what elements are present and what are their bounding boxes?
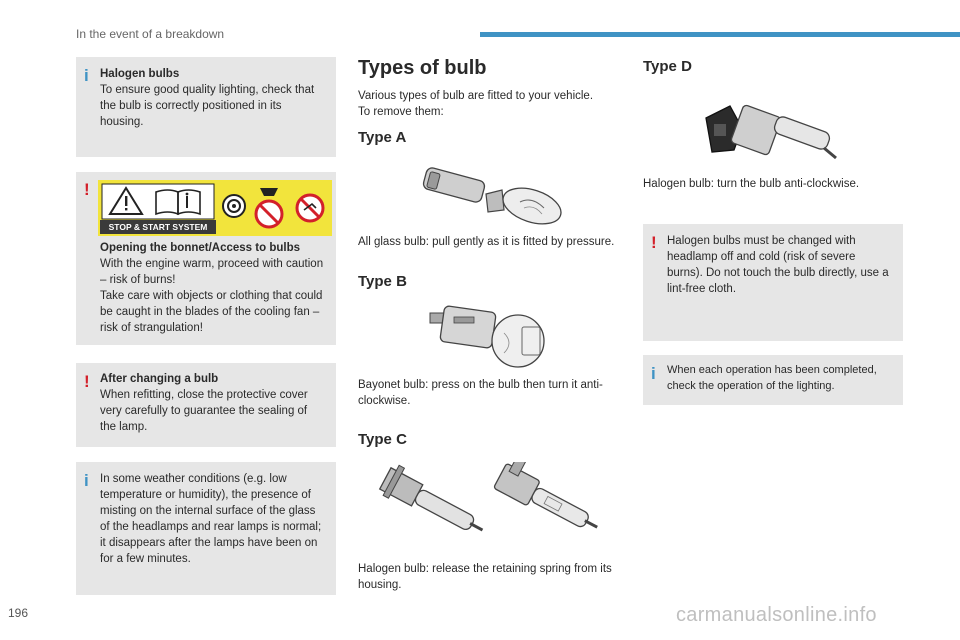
- watermark: carmanualsonline.info: [676, 604, 877, 626]
- after-changing-title: After changing a bulb: [100, 373, 219, 385]
- halogen-c-bulbs-icon: [372, 462, 612, 558]
- type-b-bulb-illustration: [424, 303, 554, 374]
- type-c-bulbs-illustration: [372, 462, 612, 563]
- types-of-bulb-heading: Types of bulb: [358, 57, 487, 79]
- warning-icon: !: [84, 372, 90, 391]
- halogen-info-text: To ensure good quality lighting, check that the bulb is correctly positioned in its housing.: [100, 84, 315, 128]
- type-a-text: All glass bulb: pull gently as it is fitted by pressure.: [358, 236, 615, 248]
- page-number: 196: [8, 606, 29, 620]
- type-d-heading: Type D: [643, 58, 692, 75]
- type-d-text: Halogen bulb: turn the bulb anti-clockwise.: [643, 178, 860, 190]
- completion-info-box: [643, 355, 903, 405]
- weather-info-text: In some weather conditions (e.g. low temperature or humidity), the presence of misting on the internal surface of the glass of the headlamps and rear lamps is normal; it disappears after the lamps have been on for a few minutes.: [100, 473, 322, 565]
- weather-info-box: [76, 462, 336, 595]
- type-c-heading: Type C: [358, 431, 407, 448]
- after-changing-text: When refitting, close the protective cover very carefully to guarantee the sealing of the lamp.: [100, 389, 308, 433]
- warning-icon: !: [84, 180, 90, 199]
- bonnet-warning-box: [76, 172, 336, 345]
- halogen-warning-box: [643, 224, 903, 341]
- bayonet-bulb-icon: [424, 303, 554, 369]
- type-b-text: Bayonet bulb: press on the bulb then turn it anti-clockwise.: [358, 379, 603, 407]
- after-changing-warning-box: [76, 363, 336, 447]
- info-icon: i: [84, 66, 89, 85]
- type-a-heading: Type A: [358, 129, 407, 146]
- stop-start-badge: STOP & START SYSTEM: [108, 222, 208, 232]
- halogen-d-bulb-icon: [696, 88, 846, 170]
- types-intro-text: Various types of bulb are fitted to your vehicle. To remove them:: [358, 90, 594, 118]
- halogen-info-box: [76, 57, 336, 157]
- header-title: In the event of a breakdown: [76, 27, 225, 41]
- bonnet-warning-title: Opening the bonnet/Access to bulbs: [100, 242, 300, 254]
- halogen-warning-text: Halogen bulbs must be changed with headlamp off and cold (risk of severe burns). Do not touch the bulb directly, use a lint-free cloth.: [667, 235, 889, 295]
- info-icon: i: [84, 471, 89, 490]
- info-icon: i: [651, 364, 656, 383]
- type-d-bulb-illustration: [696, 88, 846, 175]
- type-c-text: Halogen bulb: release the retaining spring from its housing.: [358, 563, 612, 591]
- header-accent-bar: [480, 32, 960, 37]
- completion-info-text: When each operation has been completed, check the operation of the lighting.: [667, 364, 877, 392]
- warning-icon: !: [651, 233, 657, 252]
- type-b-heading: Type B: [358, 273, 407, 290]
- bonnet-warning-text: With the engine warm, proceed with caution – risk of burns! Take care with objects or clothing that could be caught in the blades of the cooling fan – risk of strangulation!: [100, 258, 324, 334]
- halogen-info-title: Halogen bulbs: [100, 68, 180, 80]
- type-a-bulb-illustration: [416, 164, 566, 235]
- all-glass-bulb-icon: [416, 164, 566, 230]
- bonnet-warning-pictograms: [98, 180, 332, 236]
